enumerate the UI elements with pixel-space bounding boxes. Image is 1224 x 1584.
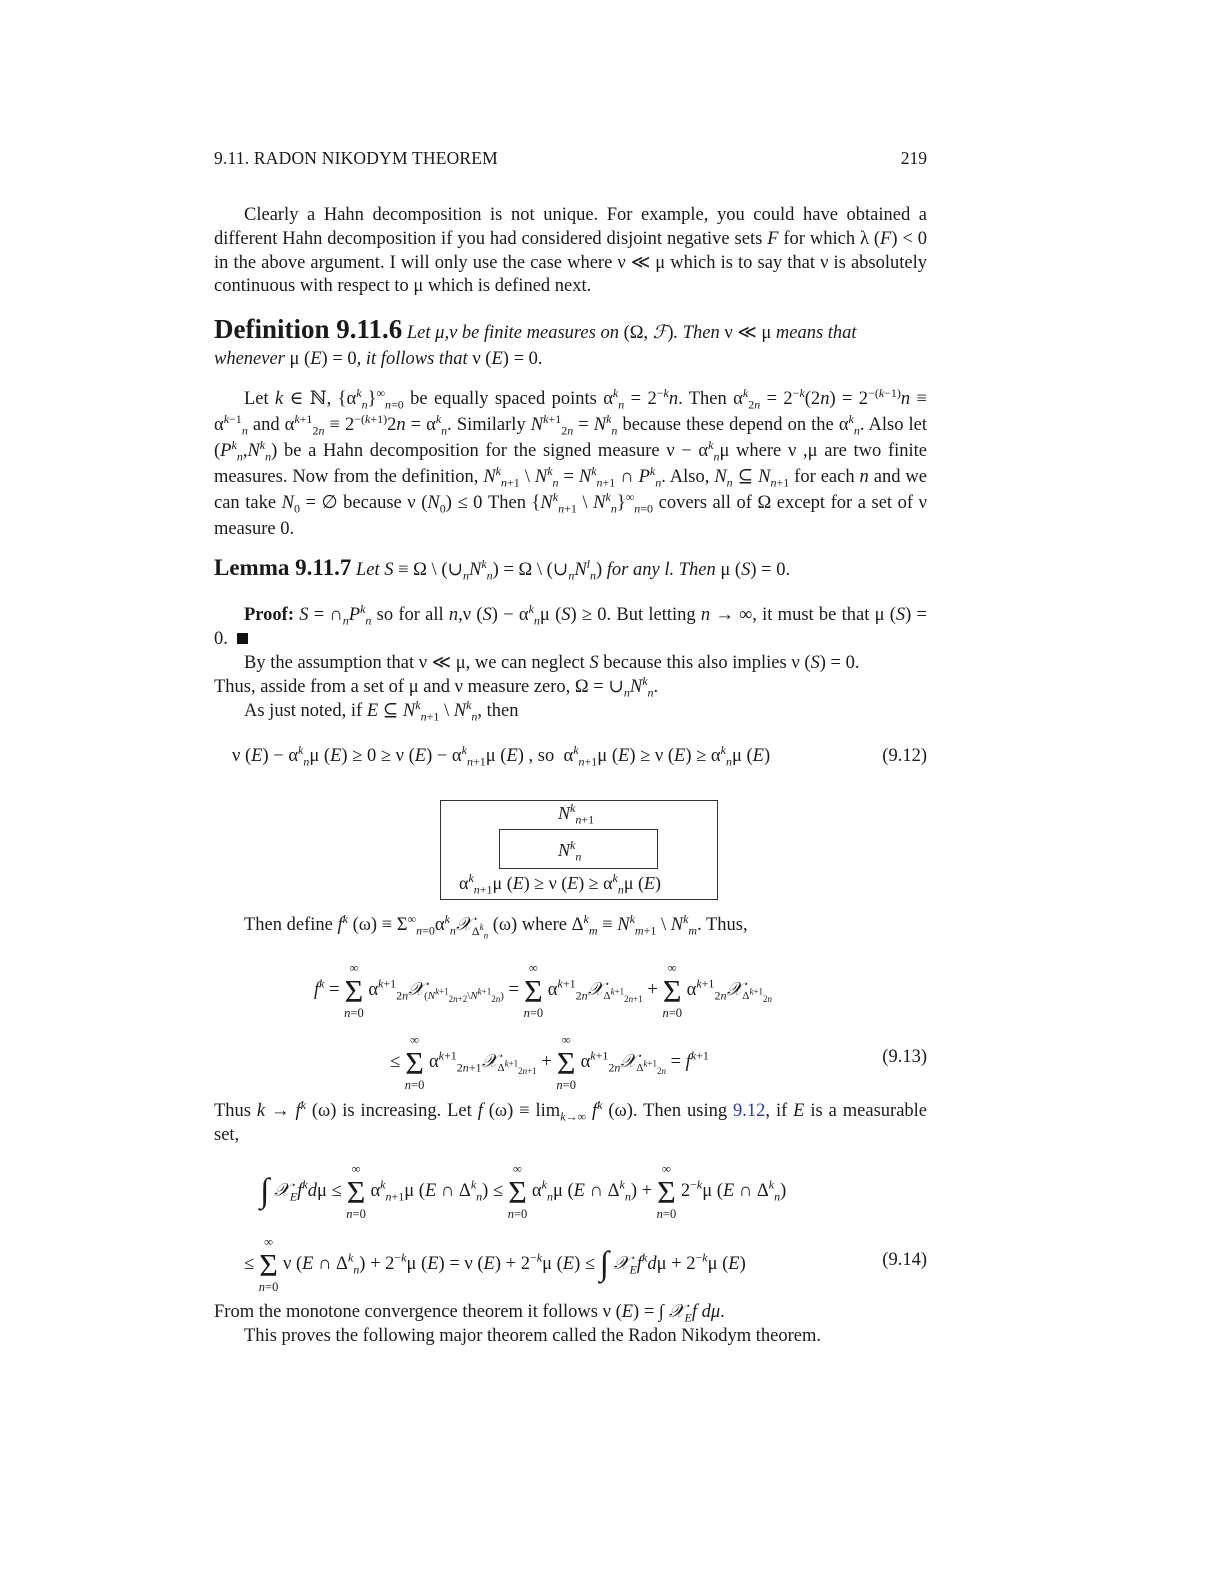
proof-label: Proof: — [244, 605, 294, 625]
paragraph-equally-spaced: Let k ∈ ℕ, $\{\alpha^k_n\}^\infty_{n=0}$ be equally spaced points $\alpha^k_n = 2^{-k}n$. Then $\alpha^k_{2n} = 2^{-k}(2n) = 2^{-(k-1)}n \equiv \alpha^{k-1}_n$ and $\alpha^{k+1}_{2n} \equiv 2^{-(k+1)}2n = \alpha^k_n$. Similarly $N^{k+1}_{2n} = N^k_n$ because these depend on the $\alpha^k_n$. Also let $(P^k_n,N^k_n)$ be a Hahn decomposition for the signed measure $\nu - \alpha^k_n\mu$ where ν ,μ are two finite measures. Now from the definition, $N^k_{n+1}$ \ $N^k_n = N^k_{n+1}$ ∩ $P^k_n$. Also, $N_n$ ⊆ $N_{n+1}$ for each n and we can take $N_0$ = ∅ because ν $(N_0) \le 0$ Then {$N^k_{n+1}$ \ $N^k_n\}^\infty_{n=0}$ covers all of Ω except for a set of ν measure 0. — [214, 385, 927, 539]
running-header — [214, 148, 927, 172]
figure-inequality-label: $\alpha^k_{n+1}\mu$ (E) ≥ ν $(E) \ge \alpha^k_n\mu$ (E) — [459, 871, 662, 897]
paragraph-neglect-s: By the assumption that ν ≪ μ, we can neglect S because this also implies ν (S) = 0. — [244, 653, 860, 673]
equation-9-13-line2: ≤ ∞ Σ n=0 $\alpha^{k+1}_{2n+1}𝒳_{\Delta^{k+1}_{2n+1}}$ + ∞ Σ n=0 $\alpha^{k+1}_{2n}𝒳_{\Delta^{k+1}_{2n}} = f^{k+1}$ — [390, 1033, 709, 1092]
paragraph-radon-nikodym-intro: This proves the following major theorem called the Radon Nikodym theorem. — [244, 1326, 821, 1346]
definition-label: Definition 9.11.6 — [214, 314, 403, 344]
paragraph-hahn-not-unique: Clearly a Hahn decomposition is not unique. For example, you could have obtained a different Hahn decomposition if you had considered disjoint negative sets F for which λ (F) < 0 in the above argument. I will only use the case where ν ≪ μ which is to say that ν is absolutely continuous with respect to μ which is defined next. — [214, 205, 927, 297]
page — [214, 0, 927, 1584]
outer-set-label: $N^k_{n+1}$ — [558, 801, 595, 827]
equation-9-12: ν $(E) - \alpha^k_n\mu$ (E) ≥ 0 ≥ ν $(E) - \alpha^k_{n+1}\mu$ (E) , so $\alpha^k_{n+1}\mu$ (E) ≥ ν $(E) \ge \alpha^k_n\mu$ (E) (9.12) — [232, 742, 927, 769]
qed-square-icon — [237, 633, 248, 644]
proof-block: Proof: $S = \cap_nP^k_n$ so for all n,ν $(S) - \alpha^k_n\mu$ (S) ≥ 0. But letting n → ∞, it must be that μ (S) = 0. — [214, 601, 927, 649]
equation-number-9-13: (9.13) — [882, 1047, 927, 1067]
definition-block: Definition 9.11.6 Let μ,ν be finite measures on (Ω, ℱ). Then ν ≪ μ means that whenever μ (E) = 0, it follows that ν (E) = 0. — [214, 314, 857, 369]
equation-number-9-14: (9.14) — [882, 1250, 927, 1270]
equation-9-13-line1: $f^k$ = ∞ Σ n=0 $\alpha^{k+1}_{2n}𝒳_{(N^{k+1}_{2n+2}\backslash N^{k+1}_{2n})}$ = ∞ Σ n=0 $\alpha^{k+1}_{2n}𝒳_{\Delta^{k+1}_{2n+1}}$ + ∞ Σ n=0 $\alpha^{k+1}_{2n}𝒳_{\Delta^{k+1}_{2n}}$ — [314, 961, 773, 1020]
equation-9-14-line1: ∫ $𝒳_Ef^kd\mu$ ≤ ∞ Σ n=0 $\alpha^k_{n+1}\mu$ (E ∩ $\Delta^k_n$) ≤ ∞ Σ n=0 $\alpha^k_n\mu$ (E ∩ $\Delta^k_n$) + ∞ Σ n=0 $2^{-k}\mu$ (E ∩ $\Delta^k_n$) — [260, 1162, 787, 1221]
nested-sets-figure — [440, 800, 718, 900]
paragraph-as-just-noted: As just noted, if E ⊆ $N^k_{n+1}$ \ $N^k_n$, then — [244, 697, 519, 724]
paragraph-monotone-convergence: From the monotone convergence theorem it follows ν (E) = ∫ 𝒳$_E$f dμ. — [214, 1302, 725, 1325]
running-title: 9.11. RADON NIKODYM THEOREM — [214, 148, 498, 168]
inner-set-label: $N^k_n$ — [558, 838, 582, 864]
inner-set-box — [499, 829, 658, 869]
paragraph-aside-measure-zero: Thus, asside from a set of μ and ν measure zero, $\Omega = \cup_nN^k_n$. — [214, 673, 659, 700]
paragraph-increasing: Thus $k \to f^k$ (ω) is increasing. Let f $(\omega) \equiv \lim_{k\to\infty} f^k$ (ω). Then using 9.12, if E is a measurable set, — [214, 1097, 928, 1145]
paragraph-define-fk: Then define $f^k$ $(\omega) \equiv \Sigma^\infty_{n=0}\alpha^k_n𝒳_{\Delta^k_n}$ (ω) where $\Delta^k_m \equiv N^k_{m+1}$ \ $N^k_m$. Thus, — [244, 911, 748, 941]
page-number: 219 — [900, 148, 927, 168]
equation-9-14-line2: ≤ ∞ Σ n=0 ν (E ∩ $\Delta^k_n) + 2^{-k}\mu$ (E) = ν $(E) + 2^{-k}\mu$ (E) ≤ ∫ $𝒳_Ef^kd\mu + 2^{-k}\mu$ (E) — [244, 1235, 746, 1294]
equation-ref-link[interactable]: 9.12 — [733, 1101, 766, 1121]
lemma-block: Lemma 9.11.7 Let S ≡ Ω \ $(\cup_nN^k_n) = \Omega$ \ $(\cup_nN^l_n)$ for any l. Then μ (S) = 0. — [214, 555, 791, 583]
lemma-label: Lemma 9.11.7 — [214, 555, 352, 580]
equation-number-9-12: (9.12) — [882, 745, 927, 766]
